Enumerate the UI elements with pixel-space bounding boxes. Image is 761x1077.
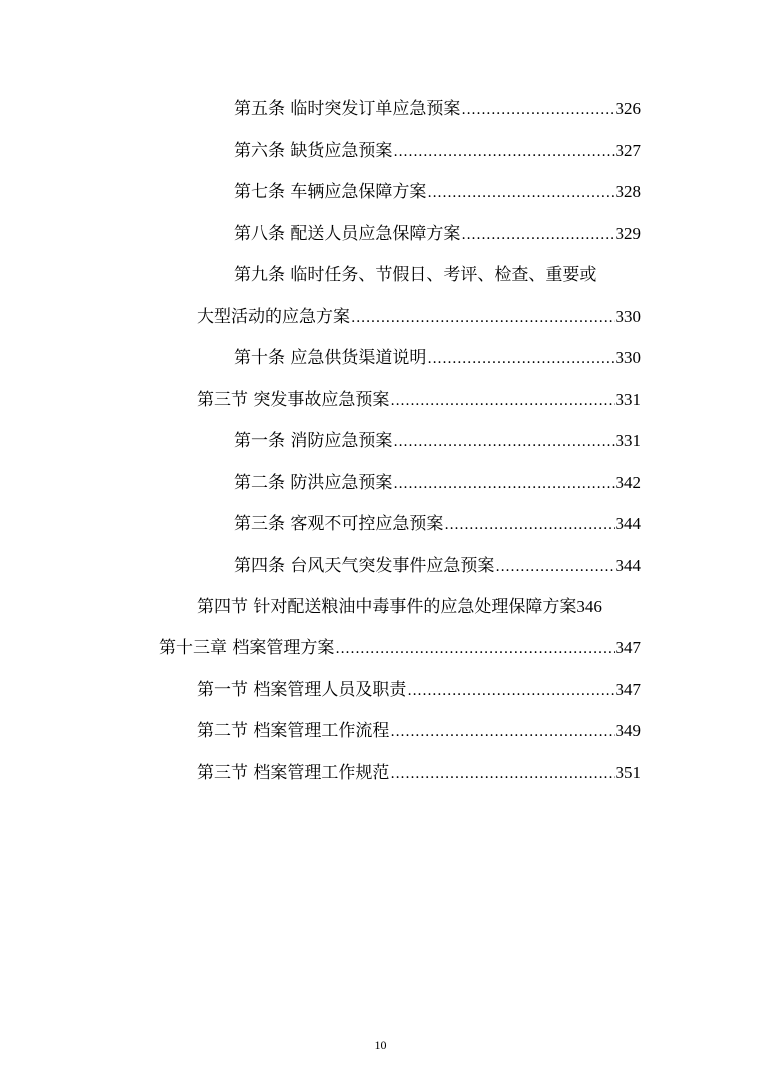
toc-leader-dots xyxy=(461,98,614,122)
toc-leader-dots xyxy=(393,430,614,454)
toc-entry-title: 大型活动的应急方案 xyxy=(197,307,350,327)
toc-entry-section-3-article-1[interactable] xyxy=(234,429,641,454)
toc-page-number: 346 xyxy=(576,597,602,616)
toc-entry-title: 第四节 针对配送粮油中毒事件的应急处理保障方案 xyxy=(197,597,577,617)
toc-entry-article-8[interactable] xyxy=(234,222,641,247)
page-footer-number: 10 xyxy=(374,1038,387,1052)
toc-page-number: 331 xyxy=(615,431,641,450)
toc-entry-article-10[interactable] xyxy=(234,346,641,371)
toc-page-number: 331 xyxy=(615,390,641,409)
toc-entry-title: 第十三章 档案管理方案 xyxy=(159,638,335,658)
toc-page-number: 347 xyxy=(615,638,641,657)
toc-leader-dots xyxy=(390,762,614,786)
toc-leader-dots xyxy=(390,720,614,744)
toc-leader-dots xyxy=(461,223,614,247)
toc-page-number: 347 xyxy=(615,680,641,699)
toc-leader-dots xyxy=(351,306,615,330)
toc-page-number: 344 xyxy=(615,514,641,533)
toc-entry-section-4[interactable] xyxy=(197,595,641,619)
toc-entry-title: 第五条 临时突发订单应急预案 xyxy=(234,99,461,119)
toc-entry-article-9-line2[interactable] xyxy=(197,305,641,330)
toc-entry-title: 第一节 档案管理人员及职责 xyxy=(197,680,407,700)
toc-page-number: 351 xyxy=(615,763,641,782)
toc-page-number: 328 xyxy=(615,182,641,201)
toc-entry-title: 第二节 档案管理工作流程 xyxy=(197,721,390,741)
toc-entry-title: 第一条 消防应急预案 xyxy=(234,431,393,451)
toc-leader-dots xyxy=(393,472,614,496)
toc-page-number: 342 xyxy=(615,473,641,492)
toc-entry-title: 第四条 台风天气突发事件应急预案 xyxy=(234,556,495,576)
toc-entry-title: 第六条 缺货应急预案 xyxy=(234,141,393,161)
toc-entry-chapter-13-section-1[interactable] xyxy=(197,678,641,703)
toc-leader-dots xyxy=(390,389,614,413)
toc-page-number: 327 xyxy=(615,141,641,160)
toc-leader-dots xyxy=(335,637,614,661)
toc-entry-chapter-13-section-3[interactable] xyxy=(197,761,641,786)
toc-entry-title: 第七条 车辆应急保障方案 xyxy=(234,182,427,202)
toc-entry-section-3-article-4[interactable] xyxy=(234,554,641,579)
toc-entry-title: 第三节 档案管理工作规范 xyxy=(197,763,390,783)
toc-entry-article-6[interactable] xyxy=(234,139,641,164)
toc-entry-title: 第三条 客观不可控应急预案 xyxy=(234,514,444,534)
toc-entry-title: 第三节 突发事故应急预案 xyxy=(197,390,390,410)
toc-leader-dots xyxy=(495,555,614,579)
toc-leader-dots xyxy=(427,347,614,371)
toc-entry-article-9-line1[interactable]: 第九条 临时任务、节假日、考评、检查、重要或 xyxy=(234,265,597,285)
toc-page-number: 344 xyxy=(615,556,641,575)
toc-entry-section-3[interactable] xyxy=(197,388,641,413)
toc-entry-chapter-13-section-2[interactable] xyxy=(197,719,641,744)
toc-entry-section-3-article-2[interactable] xyxy=(234,471,641,496)
toc-entry-chapter-13[interactable] xyxy=(159,636,641,661)
toc-leader-dots xyxy=(393,140,614,164)
toc-entry-article-5[interactable] xyxy=(234,97,641,122)
toc-leader-dots xyxy=(444,513,614,537)
toc-page-number: 326 xyxy=(615,99,641,118)
toc-page-number: 330 xyxy=(615,348,641,367)
toc-page-number: 329 xyxy=(615,224,641,243)
toc-entry-title: 第二条 防洪应急预案 xyxy=(234,473,393,493)
toc-leader-dots xyxy=(427,181,614,205)
toc-entry-section-3-article-3[interactable] xyxy=(234,512,641,537)
toc-entry-title: 第十条 应急供货渠道说明 xyxy=(234,348,427,368)
toc-leader-dots xyxy=(407,679,614,703)
toc-page-number: 330 xyxy=(615,307,641,326)
toc-page-number: 349 xyxy=(615,721,641,740)
toc-entry-article-7[interactable] xyxy=(234,180,641,205)
toc-entry-title: 第八条 配送人员应急保障方案 xyxy=(234,224,461,244)
